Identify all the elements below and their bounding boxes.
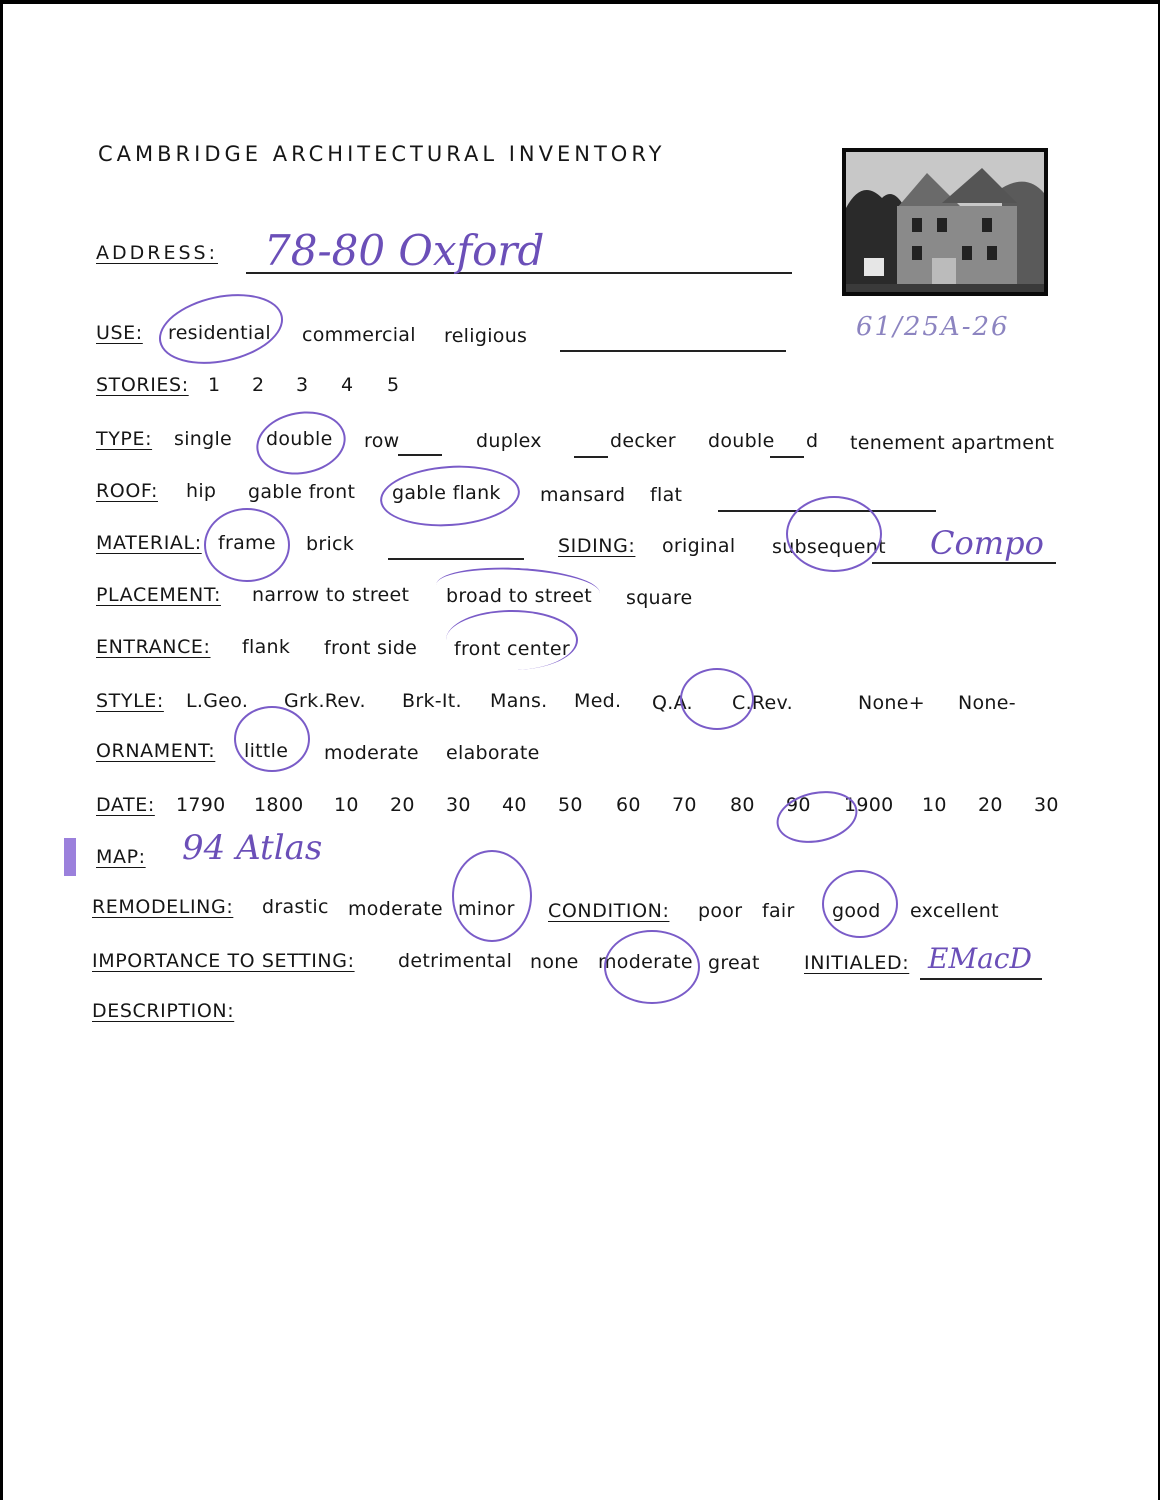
style-none-minus: None-: [958, 692, 1016, 714]
style-grkrev: Grk.Rev.: [284, 690, 366, 712]
initials-value: EMacD: [928, 942, 1032, 975]
importance-label: IMPORTANCE TO SETTING:: [92, 950, 355, 972]
material-frame: frame: [218, 532, 276, 554]
importance-none: none: [530, 951, 579, 973]
date-90: 90: [786, 794, 811, 816]
page-edge-top: [0, 0, 1160, 4]
siding-other-line: [872, 562, 1056, 564]
siding-label: SIDING:: [558, 535, 636, 557]
roof-label: ROOF:: [96, 480, 158, 502]
use-commercial: commercial: [302, 324, 416, 346]
date-1790: 1790: [176, 794, 226, 816]
type-double: double: [266, 428, 333, 450]
selection-circle-condition: [822, 870, 898, 938]
material-brick: brick: [306, 533, 355, 555]
margin-marker: [64, 838, 76, 876]
remodeling-drastic: drastic: [262, 896, 329, 918]
map-value: 94 Atlas: [182, 828, 323, 868]
use-other-line: [560, 350, 786, 352]
style-none-plus: None+: [858, 692, 925, 714]
stories-1: 1: [208, 374, 221, 396]
use-residential: residential: [168, 322, 272, 344]
type-single: single: [174, 428, 233, 450]
selection-circle-siding: [786, 496, 882, 572]
date-1900: 1900: [844, 794, 894, 816]
date-1920: 20: [978, 794, 1003, 816]
initialed-label: INITIALED:: [804, 952, 910, 974]
date-label: DATE:: [96, 794, 155, 816]
siding-original: original: [662, 535, 736, 557]
remodeling-label: REMODELING:: [92, 896, 234, 918]
style-crev: C.Rev.: [732, 692, 793, 714]
date-70: 70: [672, 794, 697, 816]
importance-detrimental: detrimental: [398, 950, 513, 972]
stories-2: 2: [252, 374, 265, 396]
style-med: Med.: [574, 690, 622, 712]
date-1930: 30: [1034, 794, 1059, 816]
map-label: MAP:: [96, 846, 146, 868]
condition-label: CONDITION:: [548, 900, 670, 922]
selection-circle-material: [204, 508, 290, 582]
type-d: d: [806, 430, 819, 452]
stories-label: STORIES:: [96, 374, 189, 396]
condition-fair: fair: [762, 900, 795, 922]
placement-square: square: [626, 587, 693, 609]
selection-circle-type: [251, 405, 350, 482]
condition-good: good: [832, 900, 881, 922]
material-other-line: [388, 558, 524, 560]
type-duplex: duplex: [476, 430, 542, 452]
selection-circle-style: [680, 668, 754, 730]
initialed-line: [920, 978, 1042, 980]
placement-label: PLACEMENT:: [96, 584, 221, 606]
type-decker-line: [574, 456, 608, 458]
address-value: 78-80 Oxford: [264, 226, 545, 275]
ornament-label: ORNAMENT:: [96, 740, 216, 762]
date-1910: 10: [922, 794, 947, 816]
selection-stroke-entrance: [446, 610, 578, 670]
importance-great: great: [708, 952, 760, 974]
style-brkit: Brk-It.: [402, 690, 462, 712]
date-10: 10: [334, 794, 359, 816]
stories-5: 5: [387, 374, 400, 396]
roof-mansard: mansard: [540, 484, 626, 506]
selection-circle-use: [153, 284, 290, 375]
page-edge-left: [0, 0, 3, 1500]
selection-circle-importance: [604, 930, 700, 1004]
siding-subsequent: subsequent: [772, 536, 886, 558]
condition-excellent: excellent: [910, 900, 999, 922]
entrance-flank: flank: [242, 636, 291, 658]
placement-broad: broad to street: [446, 585, 593, 607]
style-label: STYLE:: [96, 690, 164, 712]
date-40: 40: [502, 794, 527, 816]
remodeling-minor: minor: [458, 898, 515, 920]
type-double-decker-line: [770, 456, 804, 458]
type-label: TYPE:: [96, 428, 153, 450]
address-label: ADDRESS:: [96, 242, 218, 264]
type-double-decker: double: [708, 430, 775, 452]
date-80: 80: [730, 794, 755, 816]
entrance-front-center: front center: [454, 638, 570, 660]
ornament-moderate: moderate: [324, 742, 419, 764]
date-1800: 1800: [254, 794, 304, 816]
house-photo: [842, 148, 1048, 296]
stories-4: 4: [341, 374, 354, 396]
condition-poor: poor: [698, 900, 743, 922]
siding-value: Compo: [930, 524, 1044, 562]
style-lgeo: L.Geo.: [186, 690, 249, 712]
use-religious: religious: [444, 325, 528, 347]
importance-moderate: moderate: [598, 951, 693, 973]
date-30: 30: [446, 794, 471, 816]
type-decker: decker: [610, 430, 676, 452]
ornament-elaborate: elaborate: [446, 742, 540, 764]
roof-flat: flat: [650, 484, 683, 506]
remodeling-moderate: moderate: [348, 898, 443, 920]
style-qa: Q.A.: [652, 692, 693, 714]
roof-gable-flank: gable flank: [392, 482, 501, 504]
selection-circle-roof: [378, 461, 522, 531]
form-title: CAMBRIDGE ARCHITECTURAL INVENTORY: [98, 142, 666, 166]
description-label: DESCRIPTION:: [92, 1000, 235, 1022]
selection-circle-ornament: [234, 706, 310, 772]
roof-gable-front: gable front: [248, 481, 356, 503]
roof-hip: hip: [186, 480, 217, 502]
type-tenement-apartment: tenement apartment: [850, 432, 1055, 454]
entrance-label: ENTRANCE:: [96, 636, 211, 658]
type-row: row: [364, 430, 400, 452]
selection-circle-remodeling: [452, 850, 532, 942]
type-row-line: [398, 454, 442, 456]
date-60: 60: [616, 794, 641, 816]
use-label: USE:: [96, 322, 143, 344]
ornament-little: little: [244, 740, 289, 762]
date-20: 20: [390, 794, 415, 816]
style-mans: Mans.: [490, 690, 548, 712]
stories-3: 3: [296, 374, 309, 396]
placement-narrow: narrow to street: [252, 584, 410, 606]
photo-reference: 61/25A-26: [856, 312, 1010, 342]
entrance-front-side: front side: [324, 637, 418, 659]
material-label: MATERIAL:: [96, 532, 202, 554]
date-50: 50: [558, 794, 583, 816]
